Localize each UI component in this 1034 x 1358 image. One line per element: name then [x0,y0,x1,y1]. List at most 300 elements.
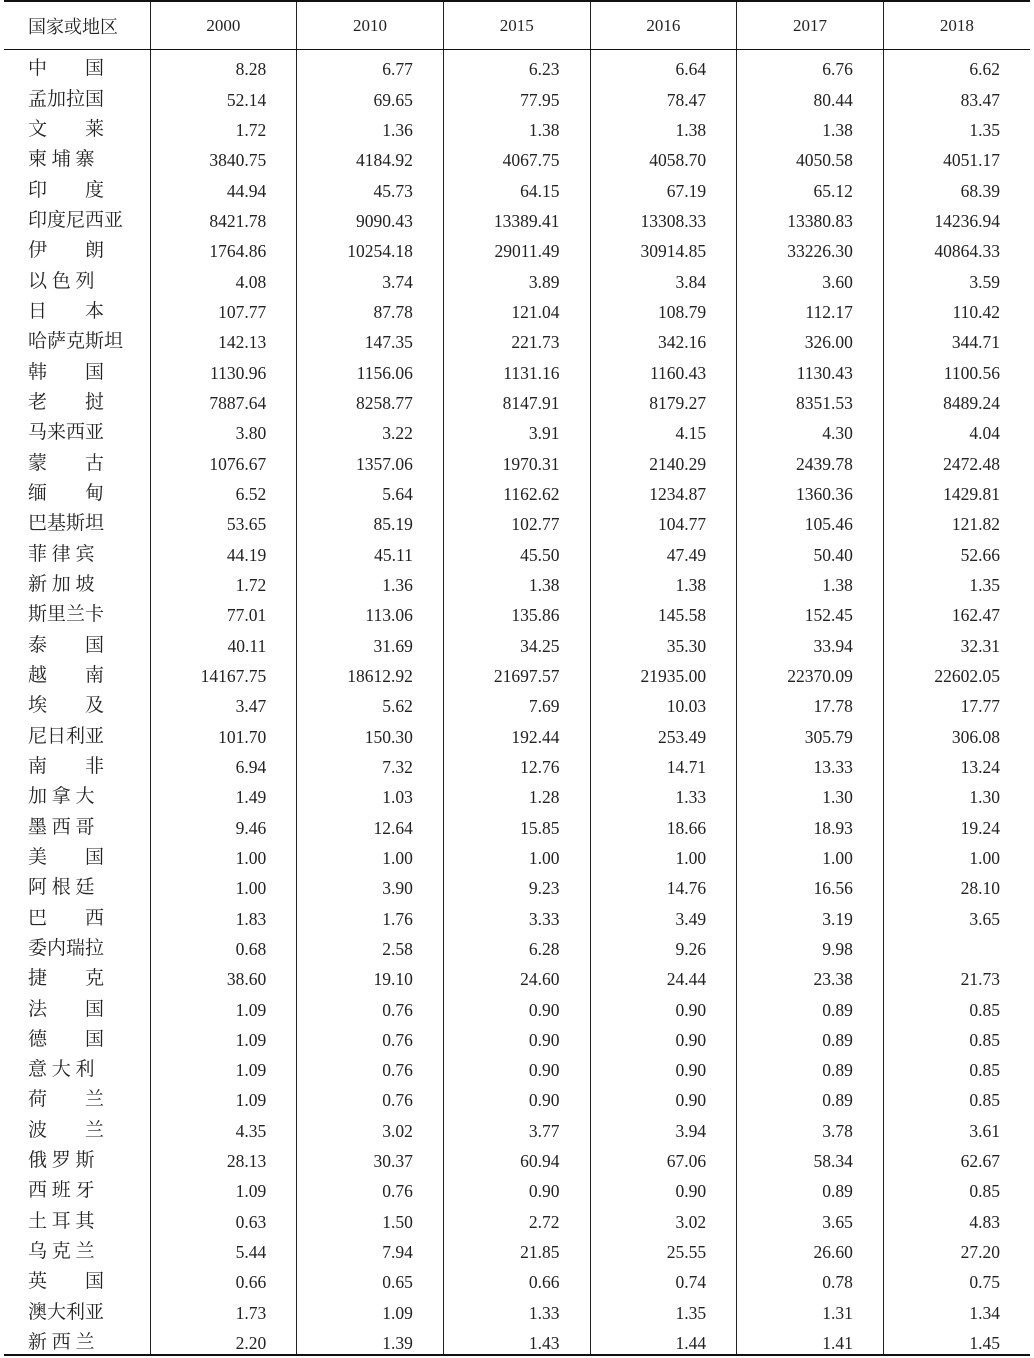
value-cell: 0.68 [150,930,297,960]
country-name-cell: 德 国 [28,1028,105,1050]
value-cell: 1.36 [297,111,444,141]
value-cell: 1.09 [297,1293,444,1323]
table-row [4,1202,1030,1232]
value-cell: 14.71 [590,748,737,778]
value-cell: 0.63 [150,1202,297,1232]
value-cell: 152.45 [737,596,884,626]
value-cell: 1.39 [297,1324,444,1355]
value-cell: 40864.33 [883,232,1030,262]
value-cell: 1.09 [150,1021,297,1051]
value-cell: 1.41 [737,1324,884,1355]
value-cell: 4184.92 [297,141,444,171]
country-name-cell: 柬 埔 寨 [28,149,95,171]
value-cell: 1130.43 [737,353,884,383]
value-cell: 38.60 [150,960,297,990]
value-cell: 77.95 [443,80,590,110]
table-row [4,839,1030,869]
value-cell: 1.00 [443,839,590,869]
country-name-cell: 缅 甸 [28,482,105,504]
value-cell: 47.49 [590,535,737,565]
value-cell: 7.69 [443,687,590,717]
value-cell: 83.47 [883,80,1030,110]
value-cell: 3.60 [737,262,884,292]
value-cell: 0.90 [590,1021,737,1051]
value-cell: 26.60 [737,1233,884,1263]
value-cell: 12.64 [297,808,444,838]
value-cell: 3.02 [297,1111,444,1141]
value-cell: 6.52 [150,475,297,505]
exchange-rate-table [4,0,1030,1356]
country-name-cell: 巴 西 [28,907,105,929]
value-cell: 0.90 [590,1172,737,1202]
header-country: 国家或地区 [4,1,150,50]
table-row [4,262,1030,292]
value-cell: 1429.81 [883,475,1030,505]
value-cell: 18612.92 [297,657,444,687]
value-cell: 30.37 [297,1142,444,1172]
value-cell: 0.90 [590,1081,737,1111]
value-cell: 4.08 [150,262,297,292]
value-cell: 3.90 [297,869,444,899]
value-cell: 3.33 [443,899,590,929]
value-cell: 3.78 [737,1111,884,1141]
value-cell: 3.65 [883,899,1030,929]
country-name-cell: 菲 律 宾 [28,543,95,565]
country-name-cell: 日 本 [28,300,105,322]
value-cell: 112.17 [737,293,884,323]
value-cell: 1.49 [150,778,297,808]
value-cell: 5.64 [297,475,444,505]
value-cell: 1.09 [150,1051,297,1081]
value-cell: 1.00 [150,839,297,869]
value-cell: 113.06 [297,596,444,626]
table-row [4,1111,1030,1141]
value-cell: 13.33 [737,748,884,778]
value-cell: 58.34 [737,1142,884,1172]
country-name-cell: 南 非 [28,755,105,777]
value-cell: 3.59 [883,262,1030,292]
value-cell: 1131.16 [443,353,590,383]
value-cell: 1360.36 [737,475,884,505]
value-cell: 0.76 [297,1081,444,1111]
table-row [4,444,1030,474]
value-cell: 326.00 [737,323,884,353]
value-cell: 4058.70 [590,141,737,171]
value-cell: 3.61 [883,1111,1030,1141]
value-cell: 25.55 [590,1233,737,1263]
value-cell: 1100.56 [883,353,1030,383]
value-cell: 0.85 [883,1051,1030,1081]
table-row [4,626,1030,656]
value-cell: 1234.87 [590,475,737,505]
value-cell: 62.67 [883,1142,1030,1172]
value-cell: 14236.94 [883,202,1030,232]
value-cell: 305.79 [737,717,884,747]
value-cell: 1.00 [297,839,444,869]
value-cell: 9.23 [443,869,590,899]
country-name-cell: 老 挝 [28,391,105,413]
value-cell: 0.90 [443,1081,590,1111]
value-cell: 69.65 [297,80,444,110]
value-cell: 1.38 [590,111,737,141]
table-row [4,960,1030,990]
country-name-cell: 乌 克 兰 [28,1241,95,1263]
value-cell: 1.09 [150,1081,297,1111]
value-cell: 8147.91 [443,384,590,414]
value-cell: 3.84 [590,262,737,292]
value-cell: 9.46 [150,808,297,838]
value-cell: 0.90 [590,990,737,1020]
country-name-cell: 蒙 古 [28,452,105,474]
table-row [4,990,1030,1020]
value-cell: 1.00 [737,839,884,869]
table-row [4,505,1030,535]
value-cell: 45.50 [443,535,590,565]
table-row [4,1324,1030,1355]
value-cell: 6.62 [883,50,1030,81]
value-cell: 344.71 [883,323,1030,353]
value-cell: 17.77 [883,687,1030,717]
table-row [4,808,1030,838]
value-cell: 3.49 [590,899,737,929]
value-cell: 0.76 [297,1051,444,1081]
value-cell: 9.98 [737,930,884,960]
value-cell: 4051.17 [883,141,1030,171]
value-cell: 3.77 [443,1111,590,1141]
value-cell: 0.76 [297,1172,444,1202]
value-cell: 15.85 [443,808,590,838]
value-cell: 7.94 [297,1233,444,1263]
country-name-cell: 加 拿 大 [28,786,95,808]
country-name-cell: 西 班 牙 [28,1180,95,1202]
value-cell: 0.85 [883,1172,1030,1202]
value-cell: 21.73 [883,960,1030,990]
value-cell: 145.58 [590,596,737,626]
value-cell: 104.77 [590,505,737,535]
value-cell: 3.02 [590,1202,737,1232]
table-row [4,475,1030,505]
value-cell: 2.58 [297,930,444,960]
value-cell: 0.74 [590,1263,737,1293]
value-cell: 110.42 [883,293,1030,323]
value-cell: 9.26 [590,930,737,960]
table-row [4,1172,1030,1202]
table-row [4,535,1030,565]
country-name-cell: 伊 朗 [28,240,105,262]
value-cell: 13389.41 [443,202,590,232]
table-row [4,869,1030,899]
value-cell: 0.89 [737,1172,884,1202]
value-cell: 1162.62 [443,475,590,505]
value-cell: 105.46 [737,505,884,535]
table-row [4,50,1030,81]
country-name-cell: 尼日利亚 [28,725,105,747]
exchange-rate-table-container [4,0,1030,1356]
value-cell: 1.72 [150,111,297,141]
value-cell: 5.44 [150,1233,297,1263]
country-name-cell: 美 国 [28,846,105,868]
header-year-2018: 2018 [883,1,1030,50]
value-cell: 1.76 [297,899,444,929]
value-cell: 3.47 [150,687,297,717]
value-cell: 0.66 [150,1263,297,1293]
value-cell: 52.14 [150,80,297,110]
value-cell: 0.65 [297,1263,444,1293]
value-cell: 2439.78 [737,444,884,474]
country-name-cell: 法 国 [28,998,105,1020]
value-cell: 30914.85 [590,232,737,262]
value-cell: 1.45 [883,1324,1030,1355]
country-name-cell: 新 加 坡 [28,573,95,595]
value-cell: 1.35 [883,566,1030,596]
value-cell: 221.73 [443,323,590,353]
value-cell: 3.65 [737,1202,884,1232]
country-name-cell: 埃 及 [28,695,105,717]
value-cell [883,930,1030,960]
value-cell: 68.39 [883,171,1030,201]
value-cell: 1764.86 [150,232,297,262]
table-row [4,687,1030,717]
value-cell: 32.31 [883,626,1030,656]
country-name-cell: 捷 克 [28,968,105,990]
value-cell: 253.49 [590,717,737,747]
value-cell: 65.12 [737,171,884,201]
value-cell: 23.38 [737,960,884,990]
table-row [4,1293,1030,1323]
value-cell: 24.60 [443,960,590,990]
country-name-cell: 委内瑞拉 [28,937,105,959]
value-cell: 2.20 [150,1324,297,1355]
value-cell: 3.80 [150,414,297,444]
value-cell: 4.15 [590,414,737,444]
value-cell: 18.93 [737,808,884,838]
table-row [4,353,1030,383]
country-name-cell: 中 国 [28,58,105,80]
value-cell: 12.76 [443,748,590,778]
table-row [4,899,1030,929]
value-cell: 0.89 [737,1051,884,1081]
value-cell: 1.33 [443,1293,590,1323]
value-cell: 0.90 [590,1051,737,1081]
table-row [4,657,1030,687]
value-cell: 67.06 [590,1142,737,1172]
value-cell: 1.38 [590,566,737,596]
value-cell: 8421.78 [150,202,297,232]
value-cell: 102.77 [443,505,590,535]
table-row [4,1021,1030,1051]
value-cell: 4.83 [883,1202,1030,1232]
value-cell: 1.28 [443,778,590,808]
country-name-cell: 波 兰 [28,1119,105,1141]
value-cell: 21935.00 [590,657,737,687]
value-cell: 22602.05 [883,657,1030,687]
table-row [4,1081,1030,1111]
value-cell: 6.76 [737,50,884,81]
value-cell: 2472.48 [883,444,1030,474]
value-cell: 1.30 [883,778,1030,808]
table-row [4,171,1030,201]
table-row [4,232,1030,262]
value-cell: 87.78 [297,293,444,323]
value-cell: 14.76 [590,869,737,899]
value-cell: 8489.24 [883,384,1030,414]
value-cell: 1.34 [883,1293,1030,1323]
value-cell: 27.20 [883,1233,1030,1263]
value-cell: 1.35 [883,111,1030,141]
value-cell: 306.08 [883,717,1030,747]
value-cell: 101.70 [150,717,297,747]
country-name-cell: 阿 根 廷 [28,877,95,899]
country-name-cell: 斯里兰卡 [28,604,105,626]
value-cell: 192.44 [443,717,590,747]
table-body [4,50,1030,1356]
value-cell: 1.73 [150,1293,297,1323]
value-cell: 44.94 [150,171,297,201]
value-cell: 1.50 [297,1202,444,1232]
value-cell: 78.47 [590,80,737,110]
country-name-cell: 文 莱 [28,118,105,140]
country-name-cell: 印 度 [28,179,105,201]
value-cell: 13380.83 [737,202,884,232]
value-cell: 17.78 [737,687,884,717]
value-cell: 147.35 [297,323,444,353]
value-cell: 80.44 [737,80,884,110]
value-cell: 8351.53 [737,384,884,414]
value-cell: 121.82 [883,505,1030,535]
value-cell: 1.31 [737,1293,884,1323]
value-cell: 0.85 [883,1021,1030,1051]
value-cell: 0.90 [443,1051,590,1081]
value-cell: 0.89 [737,990,884,1020]
value-cell: 13308.33 [590,202,737,232]
value-cell: 1.35 [590,1293,737,1323]
value-cell: 28.10 [883,869,1030,899]
value-cell: 1.33 [590,778,737,808]
value-cell: 1.36 [297,566,444,596]
country-name-cell: 俄 罗 斯 [28,1150,95,1172]
country-name-cell: 荷 兰 [28,1089,105,1111]
value-cell: 19.10 [297,960,444,990]
country-name-cell: 哈萨克斯坦 [28,331,124,353]
value-cell: 33.94 [737,626,884,656]
value-cell: 6.23 [443,50,590,81]
value-cell: 1160.43 [590,353,737,383]
value-cell: 28.13 [150,1142,297,1172]
value-cell: 1.00 [590,839,737,869]
table-row [4,384,1030,414]
country-name-cell: 以 色 列 [28,270,95,292]
country-name-cell: 泰 国 [28,634,105,656]
country-name-cell: 新 西 兰 [4,1324,150,1355]
value-cell: 0.89 [737,1081,884,1111]
table-row [4,80,1030,110]
table-row [4,717,1030,747]
value-cell: 0.85 [883,1081,1030,1111]
value-cell: 14167.75 [150,657,297,687]
value-cell: 1.09 [150,990,297,1020]
header-year-2010: 2010 [297,1,444,50]
value-cell: 342.16 [590,323,737,353]
value-cell: 1156.06 [297,353,444,383]
value-cell: 21697.57 [443,657,590,687]
value-cell: 24.44 [590,960,737,990]
value-cell: 162.47 [883,596,1030,626]
table-row [4,111,1030,141]
value-cell: 77.01 [150,596,297,626]
value-cell: 3.19 [737,899,884,929]
value-cell: 40.11 [150,626,297,656]
value-cell: 0.76 [297,1021,444,1051]
value-cell: 142.13 [150,323,297,353]
table-row [4,202,1030,232]
country-name-cell: 巴基斯坦 [28,513,105,535]
value-cell: 10.03 [590,687,737,717]
value-cell: 4.35 [150,1111,297,1141]
value-cell: 150.30 [297,717,444,747]
value-cell: 7.32 [297,748,444,778]
value-cell: 3.74 [297,262,444,292]
value-cell: 44.19 [150,535,297,565]
country-name-cell: 土 耳 其 [28,1210,95,1232]
value-cell: 1.38 [737,566,884,596]
value-cell: 3.89 [443,262,590,292]
value-cell: 0.90 [443,1021,590,1051]
table-row [4,778,1030,808]
value-cell: 1.38 [443,111,590,141]
value-cell: 4067.75 [443,141,590,171]
value-cell: 22370.09 [737,657,884,687]
value-cell: 7887.64 [150,384,297,414]
value-cell: 2140.29 [590,444,737,474]
value-cell: 0.76 [297,990,444,1020]
country-name-cell: 澳大利亚 [28,1301,105,1323]
value-cell: 8.28 [150,50,297,81]
value-cell: 60.94 [443,1142,590,1172]
header-row [4,1,1030,50]
table-row [4,323,1030,353]
table-row [4,1051,1030,1081]
value-cell: 13.24 [883,748,1030,778]
country-name-cell: 印度尼西亚 [28,209,124,231]
table-header [4,1,1030,50]
value-cell: 19.24 [883,808,1030,838]
value-cell: 21.85 [443,1233,590,1263]
value-cell: 6.94 [150,748,297,778]
value-cell: 1.00 [150,869,297,899]
value-cell: 53.65 [150,505,297,535]
table-row [4,566,1030,596]
value-cell: 6.64 [590,50,737,81]
value-cell: 18.66 [590,808,737,838]
value-cell: 10254.18 [297,232,444,262]
value-cell: 34.25 [443,626,590,656]
header-year-2000: 2000 [150,1,297,50]
table-row [4,596,1030,626]
country-name-cell: 韩 国 [28,361,105,383]
country-name-cell: 英 国 [28,1271,105,1293]
value-cell: 2.72 [443,1202,590,1232]
country-name-cell: 越 南 [28,664,105,686]
value-cell: 1970.31 [443,444,590,474]
value-cell: 1.44 [590,1324,737,1355]
value-cell: 31.69 [297,626,444,656]
table-row [4,1233,1030,1263]
value-cell: 3840.75 [150,141,297,171]
value-cell: 64.15 [443,171,590,201]
value-cell: 4.04 [883,414,1030,444]
value-cell: 4.30 [737,414,884,444]
value-cell: 6.77 [297,50,444,81]
